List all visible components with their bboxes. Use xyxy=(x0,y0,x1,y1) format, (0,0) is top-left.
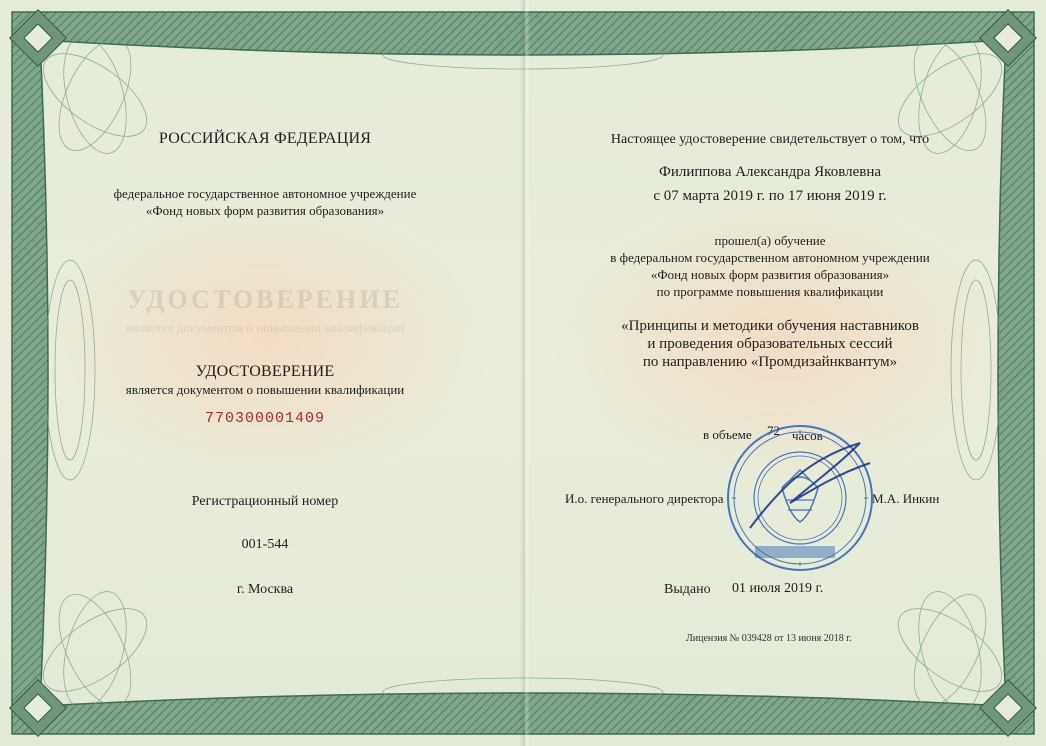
left-page xyxy=(60,0,470,746)
license-info: Лицензия № 039428 от 13 июня 2018 г. xyxy=(686,633,852,644)
registration-number: 001-544 xyxy=(241,537,289,552)
center-fold xyxy=(520,0,530,746)
document-subtitle: является документом о повышении квалификации xyxy=(125,382,405,397)
hours-label: в объеме xyxy=(703,427,752,442)
signer-name: М.А. Инкин xyxy=(872,491,940,506)
holder-name: Филиппова Александра Яковлевна xyxy=(658,164,882,180)
official-seal-stamp xyxy=(720,418,880,578)
hours-unit: часов xyxy=(792,428,823,443)
program-line: по направлению «Промдизайнквантум» xyxy=(642,354,898,370)
signer-title: И.о. генерального директора xyxy=(565,491,724,506)
training-line: в федеральном государственном автономном учреждении xyxy=(610,250,930,265)
institution-type: федеральное государственное автономное учреждение xyxy=(113,186,417,201)
issued-date: 01 июля 2019 г. xyxy=(732,581,824,596)
document-title: УДОСТОВЕРЕНИЕ xyxy=(195,363,335,380)
country-heading: РОССИЙСКАЯ ФЕДЕРАЦИЯ xyxy=(158,130,372,147)
ghost-subtitle-watermark: является документом о повышении квалификации xyxy=(125,320,405,335)
issued-label: Выдано xyxy=(664,582,711,597)
training-line: по программе повышения квалификации xyxy=(656,284,884,299)
training-line: прошел(а) обучение xyxy=(714,233,826,248)
hours-value: 72 xyxy=(767,423,780,438)
program-line: и проведения образовательных сессий xyxy=(647,336,893,352)
training-line: «Фонд новых форм развития образования» xyxy=(650,267,890,282)
serial-number: 770300001409 xyxy=(204,410,326,427)
institution-name: «Фонд новых форм развития образования» xyxy=(145,203,385,218)
program-line: «Принципы и методики обучения наставников xyxy=(621,318,919,334)
ghost-title-watermark: УДОСТОВЕРЕНИЕ xyxy=(127,285,403,314)
intro-text: Настоящее удостоверение свидетельствует о том, что xyxy=(610,132,930,147)
registration-label: Регистрационный номер xyxy=(191,494,339,509)
city: г. Москва xyxy=(236,582,294,597)
study-period: с 07 марта 2019 г. по 17 июня 2019 г. xyxy=(653,188,887,204)
